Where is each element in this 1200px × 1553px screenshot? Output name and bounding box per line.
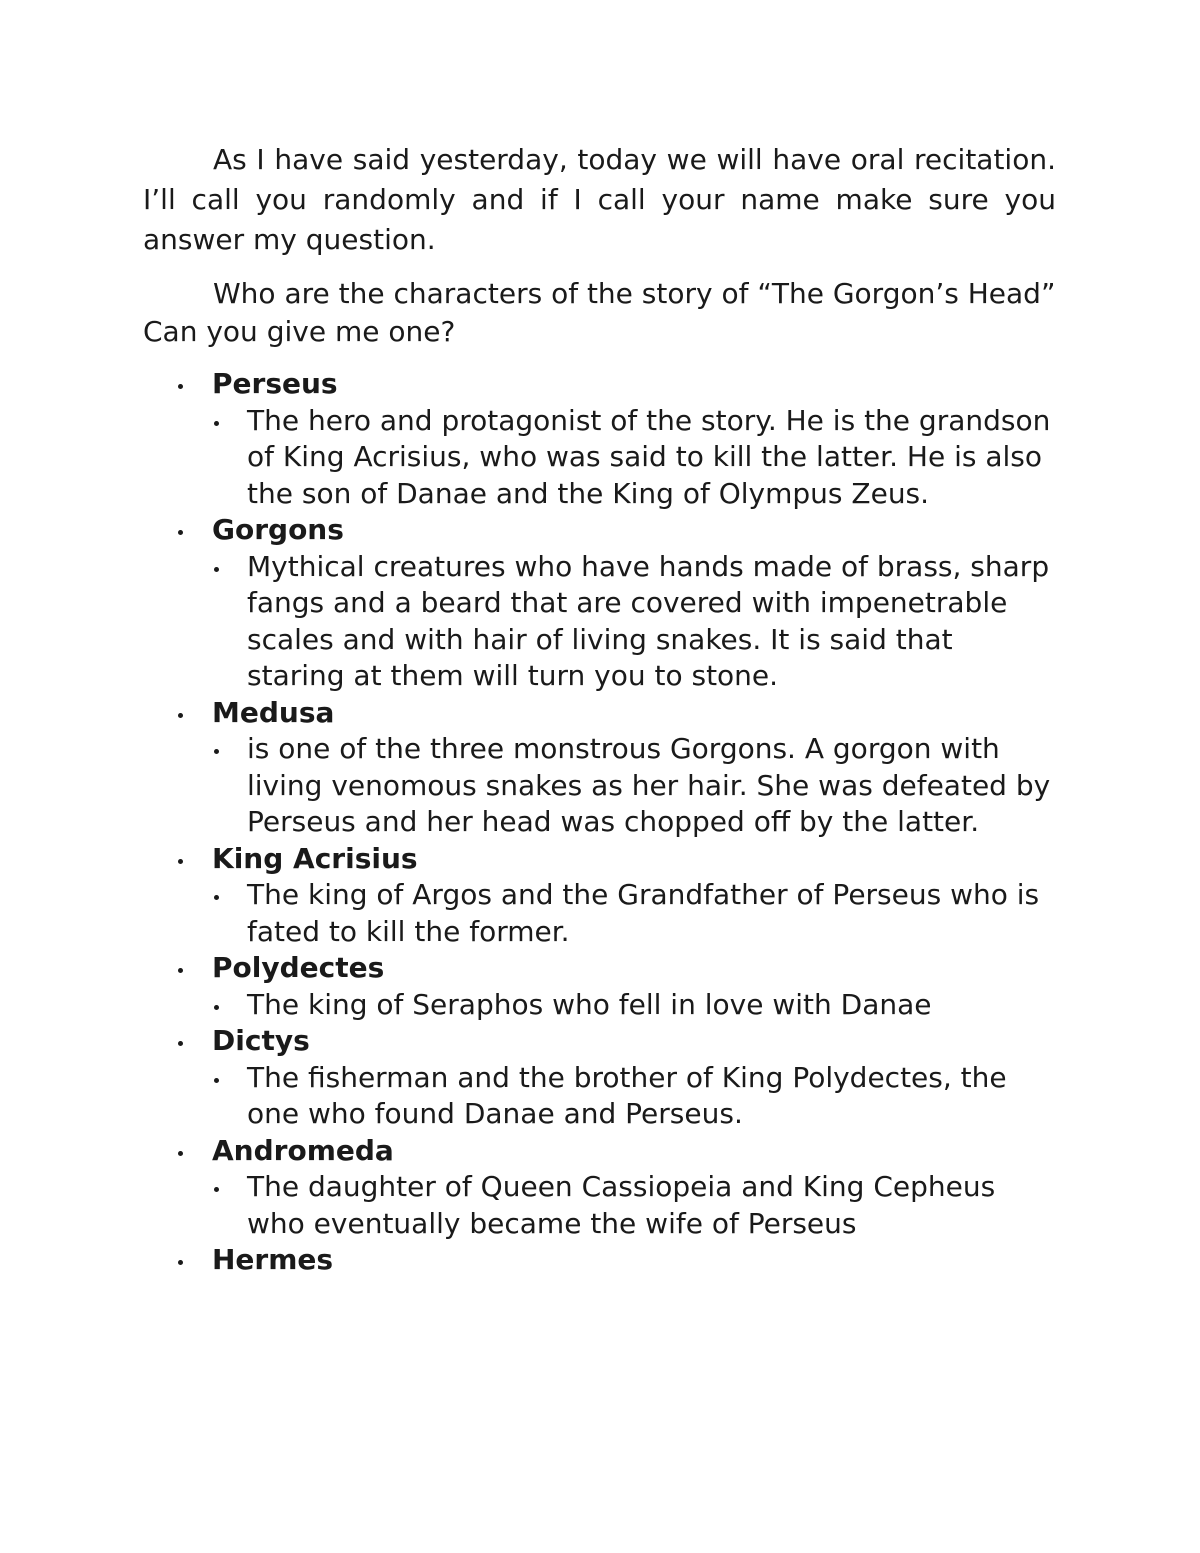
- question-paragraph: Who are the characters of the story of “The Gorgon’s Head” Can you give me one?: [143, 277, 1056, 348]
- character-name: King Acrisius: [212, 841, 418, 875]
- bullet-icon: [178, 1041, 183, 1046]
- bullet-icon: [178, 968, 183, 973]
- document-page: [143, 140, 1056, 1279]
- character-description-item: [212, 403, 1056, 513]
- character-description: The king of Argos and the Grandfather of Perseus who is fated to kill the former.: [247, 878, 1040, 948]
- bullet-icon: [178, 1260, 183, 1265]
- character-name: Dictys: [212, 1024, 310, 1057]
- character-item: [143, 695, 1056, 841]
- character-description-item: [212, 877, 1056, 950]
- character-list: [143, 366, 1056, 1279]
- character-description-item: [212, 731, 1056, 841]
- character-description-item: [212, 549, 1056, 695]
- sub-bullet-icon: [214, 1078, 219, 1083]
- character-name: Medusa: [212, 695, 335, 729]
- character-description-item: [212, 1169, 1056, 1242]
- character-item: [143, 366, 1056, 512]
- sub-bullet-icon: [214, 895, 219, 900]
- bullet-icon: [178, 530, 183, 535]
- sub-bullet-icon: [214, 567, 219, 572]
- intro-paragraph: As I have said yesterday, today we will have oral recitation. I’ll call you randomly and if I call your name make sure you answer my question.: [143, 143, 1056, 256]
- character-name: Polydectes: [212, 951, 385, 984]
- character-description: is one of the three monstrous Gorgons. A gorgon with living venomous snakes as her hair. She was defeated by Perseus and her head was chopped off by the latter.: [247, 732, 1051, 838]
- bullet-icon: [178, 1151, 183, 1156]
- character-description: The daughter of Queen Cassiopeia and King Cepheus who eventually became the wife of Perseus: [247, 1170, 996, 1240]
- bullet-icon: [178, 713, 183, 718]
- character-name: Gorgons: [212, 513, 344, 546]
- character-name: Hermes: [212, 1243, 334, 1276]
- character-description-item: [212, 987, 1056, 1024]
- sub-bullet-icon: [214, 1005, 219, 1010]
- character-description: The king of Seraphos who fell in love with Danae: [247, 987, 932, 1021]
- character-description: Mythical creatures who have hands made of brass, sharp fangs and a beard that are covered with impenetrable scales and with hair of living snakes. It is said that staring at them will turn you to stone.: [247, 549, 1050, 692]
- character-description: The fisherman and the brother of King Polydectes, the one who found Danae and Perseus.: [247, 1060, 1007, 1130]
- character-name: Perseus: [212, 367, 338, 400]
- character-description-item: [212, 1060, 1056, 1133]
- character-name: Andromeda: [212, 1133, 394, 1167]
- character-item: [143, 841, 1056, 951]
- character-description: The hero and protagonist of the story. He is the grandson of King Acrisius, who was said to kill the latter. He is also the son of Danae and the King of Olympus Zeus.: [247, 403, 1051, 510]
- bullet-icon: [178, 859, 183, 864]
- character-item: [143, 1133, 1056, 1243]
- character-item: [143, 512, 1056, 695]
- character-item: [143, 1242, 1056, 1279]
- character-item: [143, 1023, 1056, 1133]
- bullet-icon: [178, 384, 183, 389]
- sub-bullet-icon: [214, 421, 219, 426]
- sub-bullet-icon: [214, 1187, 219, 1192]
- character-item: [143, 950, 1056, 1023]
- sub-bullet-icon: [214, 749, 219, 754]
